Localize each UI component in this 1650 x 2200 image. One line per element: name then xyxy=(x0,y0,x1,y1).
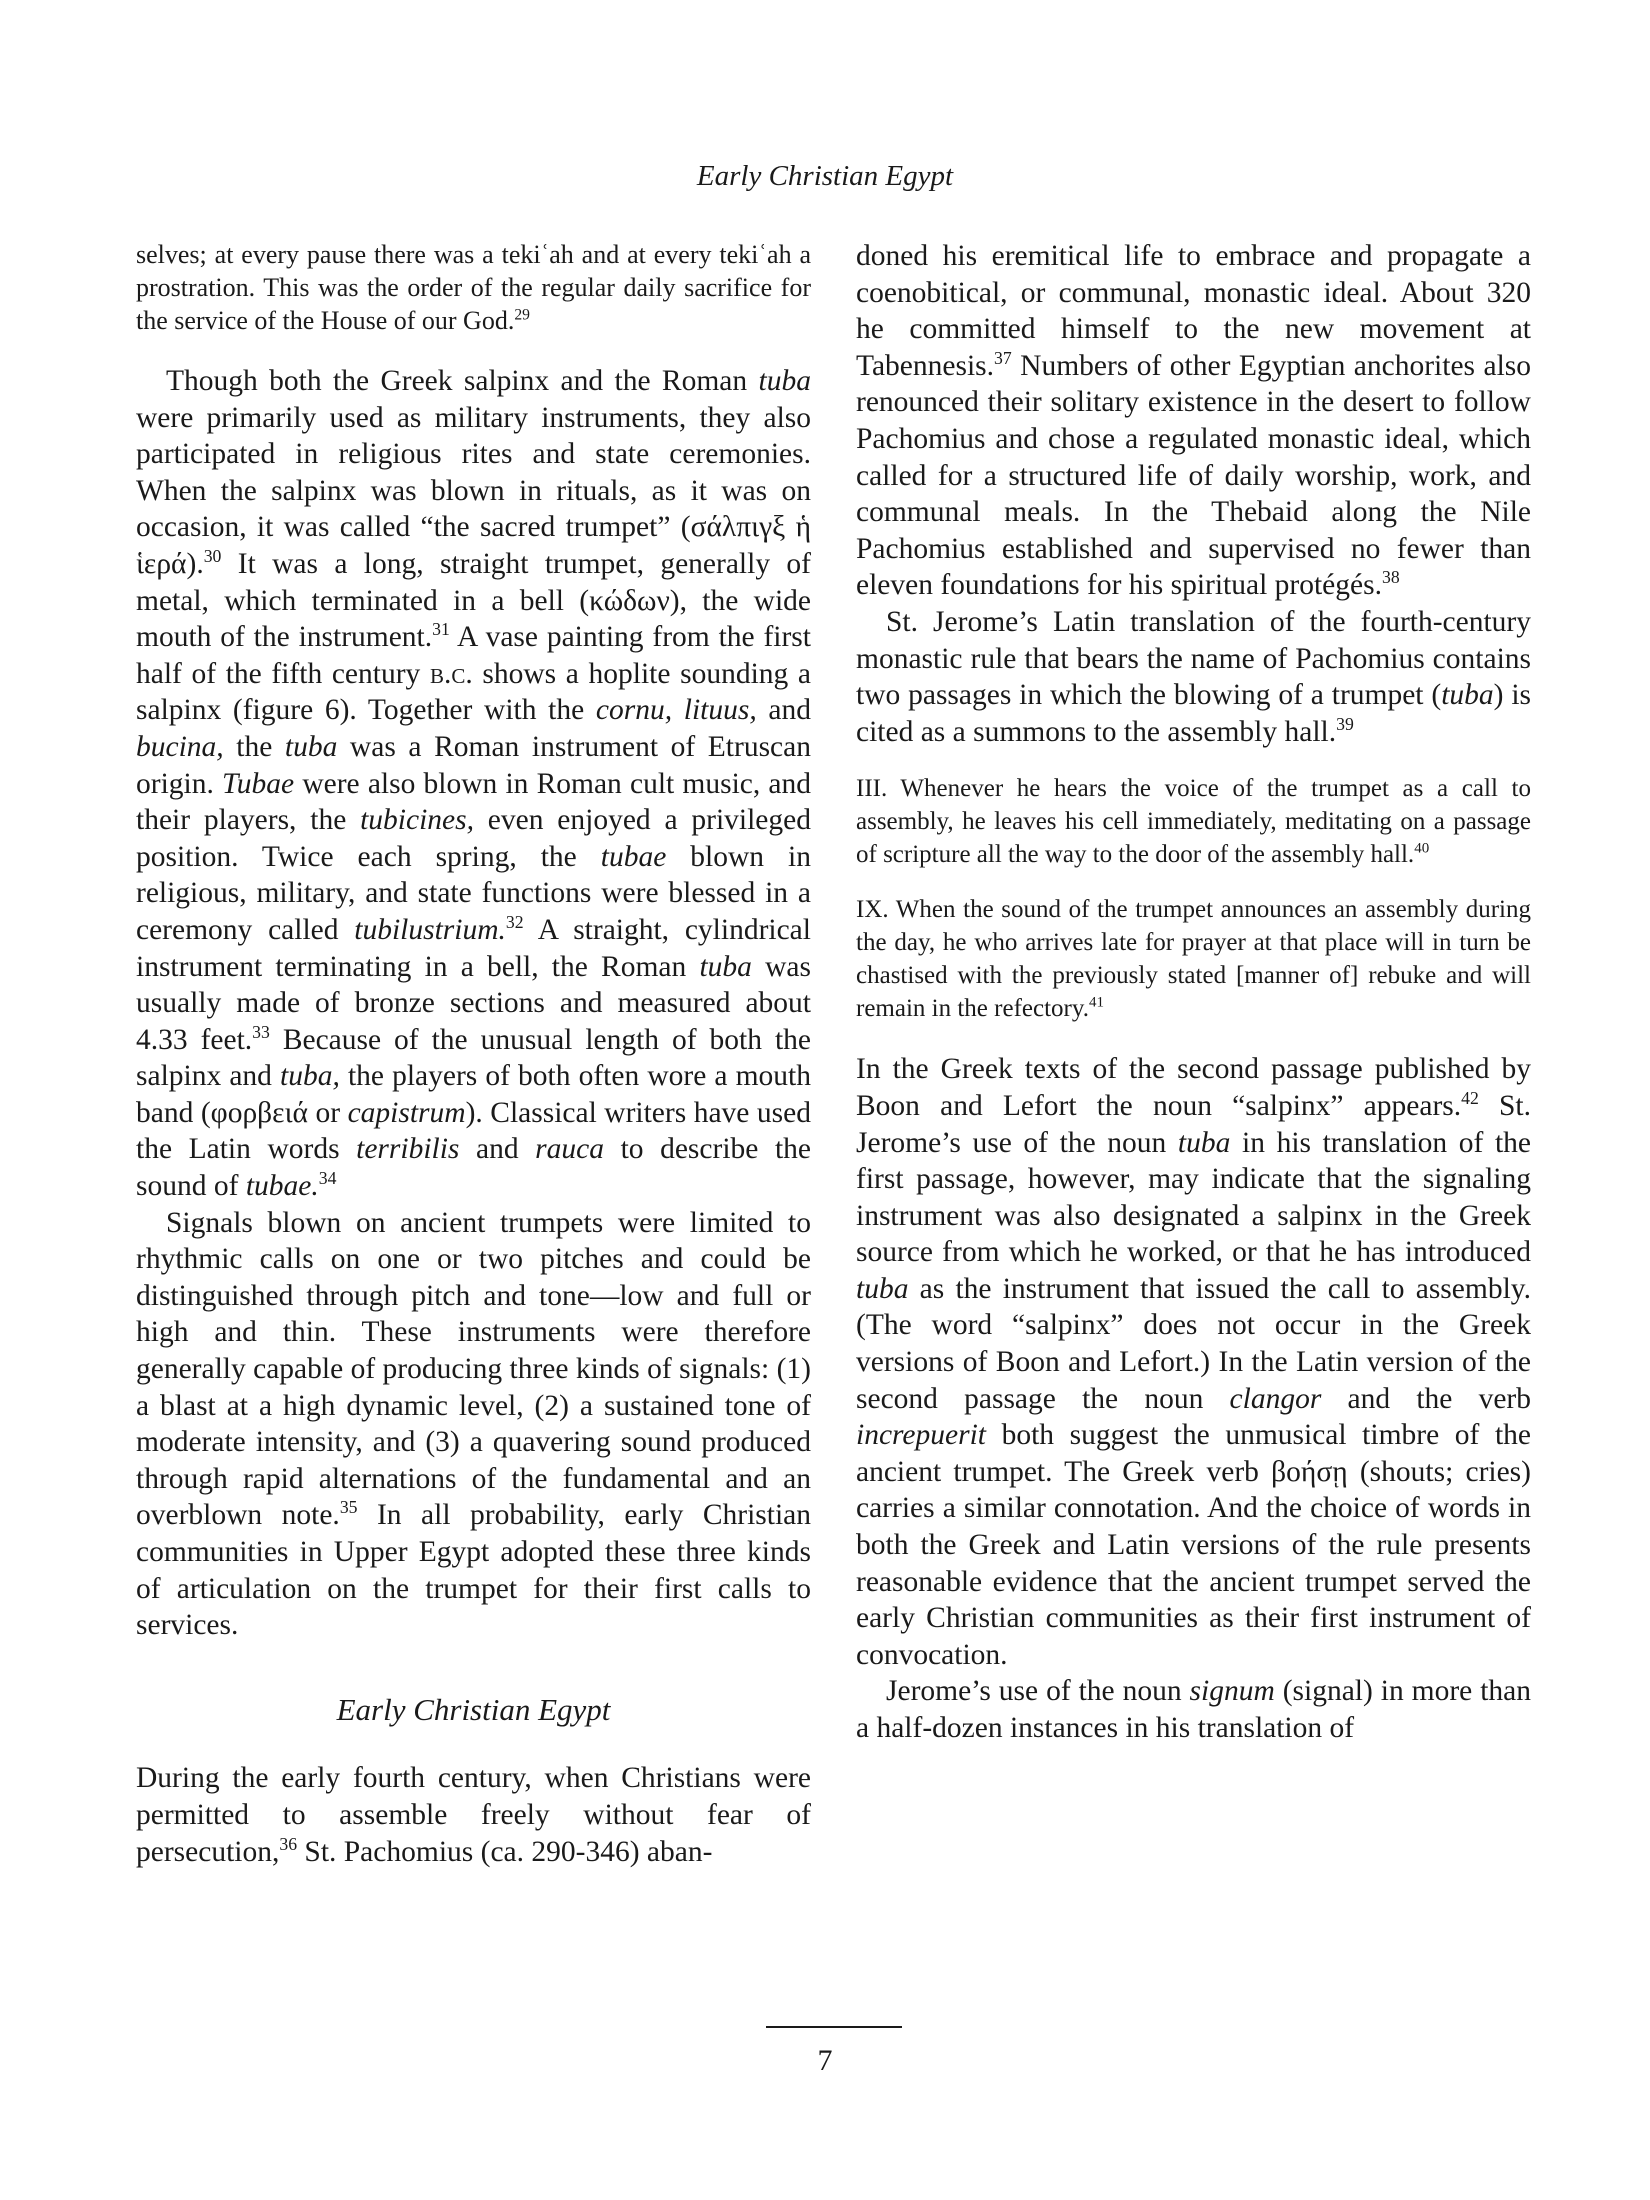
text-span: and xyxy=(459,1133,536,1166)
italic-term: Tubae xyxy=(222,767,295,800)
text-span: Signals blown on ancient trumpets were limited to rhythmic calls on one or two pitches and could be distinguished through pitch and tone—low and full or high and thin. These instruments were therefore generally capable of producing three kinds of signals: (1) a blast at a high dynamic level, (2) a sustained tone of moderate intensity, and (3) a quavering sound produced through rapid alternations of the fundamental and an overblown note. xyxy=(136,1206,811,1532)
text-span: III. Whenever he hears the voice of the trumpet as a call to assembly, he leaves his cell immediately, meditating on a passage of scripture all the way to the door of the assembly hall. xyxy=(856,775,1531,869)
era-abbrev: b.c. xyxy=(429,657,473,690)
italic-term: tuba, xyxy=(280,1060,340,1093)
text-span: doned his eremitical life to embrace and propagate a coenobitical, or communal, monastic ideal. About 320 he committed himself to the new movement at Tabennesis. xyxy=(856,240,1531,382)
text-span: (signal) in more than a half-dozen instances in his translation of xyxy=(856,1675,1531,1744)
text-span: was a Roman instrument of Etruscan origin. xyxy=(136,730,811,800)
footnote-ref: 40 xyxy=(1414,840,1430,857)
italic-term: signum xyxy=(1189,1675,1275,1708)
right-column xyxy=(856,238,1531,1747)
footnote-ref: 36 xyxy=(279,1833,298,1854)
footnote-ref: 38 xyxy=(1381,567,1400,588)
italic-term: tubae. xyxy=(245,1170,319,1203)
text-span: A vase painting from the first half of the fifth century xyxy=(136,621,811,690)
italic-term: tubicines, xyxy=(360,804,474,837)
page-number: 7 xyxy=(817,2044,833,2077)
paragraph-jerome-translation xyxy=(856,604,1531,750)
paragraph-pachomius xyxy=(136,1760,811,1870)
text-span: St. Jerome’s use of the noun xyxy=(856,1089,1531,1159)
italic-term: increpuerit xyxy=(856,1419,986,1452)
text-span: St. Pachomius (ca. 290-346) aban- xyxy=(297,1835,713,1868)
italic-term: tuba xyxy=(1441,679,1494,712)
italic-term: terribilis xyxy=(356,1133,460,1166)
text-span: In all probability, early Christian communities in Upper Egypt adopted these three kinds of articulation on the trumpet for their first calls to services. xyxy=(136,1499,811,1642)
italic-term: bucina, xyxy=(136,730,224,763)
paragraph-quote-continuation xyxy=(136,238,811,337)
block-quote-iii xyxy=(856,772,1531,871)
footnote-ref: 29 xyxy=(514,306,530,324)
footnote-ref: 42 xyxy=(1461,1088,1479,1109)
left-column xyxy=(136,238,811,1870)
footer-rule xyxy=(766,2026,902,2028)
footnote-ref: 33 xyxy=(252,1021,270,1042)
section-heading: Early Christian Egypt xyxy=(336,1691,611,1727)
italic-term: tuba xyxy=(1177,1126,1231,1159)
text-span: Because of the unusual length of both the salpinx and xyxy=(136,1023,811,1093)
text-span: were primarily used as military instruments, they also participated in religious rites and state ceremonies. When the salpinx was blown in rituals, as it was on occasion, it was called “the sacred trumpet” (σάλπιγξ ἡ ἱερά). xyxy=(136,401,811,580)
italic-term: tuba xyxy=(284,730,338,763)
block-quote-ix xyxy=(856,893,1531,1025)
text-span: shows a hoplite sounding a salpinx (figure 6). Together with the xyxy=(136,657,811,727)
paragraph-greek-texts xyxy=(856,1051,1531,1673)
footnote-ref: 34 xyxy=(318,1168,337,1189)
text-span: During the early fourth century, when Christians were permitted to assemble freely without fear of persecution, xyxy=(136,1762,811,1868)
text-span: It was a long, straight trumpet, generally of metal, which terminated in a bell (κώδων), the wide mouth of the instrument. xyxy=(136,547,811,654)
text-span: to describe the sound of xyxy=(136,1133,811,1203)
italic-term: tuba xyxy=(758,365,811,397)
footnote-ref: 35 xyxy=(339,1497,358,1518)
running-header: Early Christian Egypt xyxy=(696,160,954,192)
text-span: Though both the Greek salpinx and the Roman xyxy=(166,365,759,397)
italic-term: tubae xyxy=(600,840,667,873)
italic-term: capistrum xyxy=(347,1096,466,1129)
italic-term: cornu, lituus, xyxy=(595,694,757,727)
text-span: and xyxy=(756,694,811,727)
text-span: even enjoyed a privileged position. Twice each spring, the xyxy=(136,804,811,873)
footnote-ref: 39 xyxy=(1336,713,1354,734)
text-span: as the instrument that issued the call to assembly. (The word “salpinx” does not occur in the Greek versions of Boon and Lefort.) In the Latin version of the second passage the noun xyxy=(856,1272,1531,1415)
footnote-ref: 31 xyxy=(432,619,450,640)
paragraph-salpinx-tuba xyxy=(136,363,811,1205)
italic-term: rauca xyxy=(535,1133,604,1166)
text-span: were also blown in Roman cult music, and their players, the xyxy=(136,767,812,837)
text-span: in his translation of the first passage, however, may indicate that the signaling instrument was also designated a salpinx in the Greek source from which he worked, or that he has introduced xyxy=(856,1126,1531,1269)
footnote-ref: 32 xyxy=(505,912,524,933)
italic-term: tuba xyxy=(699,950,752,983)
paragraph-coenobitical xyxy=(856,238,1531,604)
text-span: St. Jerome’s Latin translation of the fourth-century monastic rule that bears the name of Pachomius contains two passages in which the blowing of a trumpet ( xyxy=(856,605,1531,712)
text-span: the xyxy=(223,730,285,763)
text-span: ). Classical writers have used the Latin words xyxy=(136,1096,811,1166)
text-span: In the Greek texts of the second passage published by Boon and Lefort the noun “salpinx” appears. xyxy=(856,1053,1531,1122)
paragraph-signum xyxy=(856,1673,1531,1746)
text-span: selves; at every pause there was a tekiʿah and at every tekiʿah a prostration. This was the order of the regular daily sacrifice for the service of the House of our God. xyxy=(136,240,811,335)
text-span: both suggest the unmusical timbre of the ancient trumpet. The Greek verb βοήσῃ (shouts; cries) carries a similar connotation. And the choice of words in both the Greek and Latin versions of the rule presents reasonable evidence that the ancient trumpet served the early Christian communities as their first instrument of convocation. xyxy=(856,1419,1531,1671)
text-span: blown in religious, military, and state functions were blessed in a ceremony called xyxy=(136,840,811,946)
italic-term: tuba xyxy=(856,1272,909,1305)
footnote-ref: 41 xyxy=(1088,994,1104,1011)
italic-term: clangor xyxy=(1229,1382,1322,1415)
paragraph-signals xyxy=(136,1205,811,1644)
text-span: IX. When the sound of the trumpet announces an assembly during the day, he who arrives late for prayer at that place will in turn be chastised with the previously stated [manner of] rebuke and will remain in the refectory. xyxy=(856,896,1531,1023)
italic-term: tubilustrium. xyxy=(354,913,506,946)
text-span: ) is cited as a summons to the assembly hall. xyxy=(856,679,1531,748)
text-span: Numbers of other Egyptian anchorites also renounced their solitary existence in the desert to follow Pachomius and chose a regulated monastic ideal, which called for a structured life of daily worship, work, and communal meals. In the Thebaid along the Nile Pachomius established and supervised no fewer than eleven foundations for his spiritual protégés. xyxy=(856,349,1531,602)
text-span: and the verb xyxy=(1321,1382,1531,1415)
text-span: Jerome’s use of the noun xyxy=(886,1675,1190,1708)
text-span: A straight, cylindrical instrument terminating in a bell, the Roman xyxy=(136,913,811,983)
footnote-ref: 30 xyxy=(203,546,222,567)
footnote-ref: 37 xyxy=(994,347,1012,368)
text-span: was usually made of bronze sections and measured about 4.33 feet. xyxy=(136,950,811,1056)
text-span: the players of both often wore a mouth band (φορβειά or xyxy=(136,1060,811,1129)
